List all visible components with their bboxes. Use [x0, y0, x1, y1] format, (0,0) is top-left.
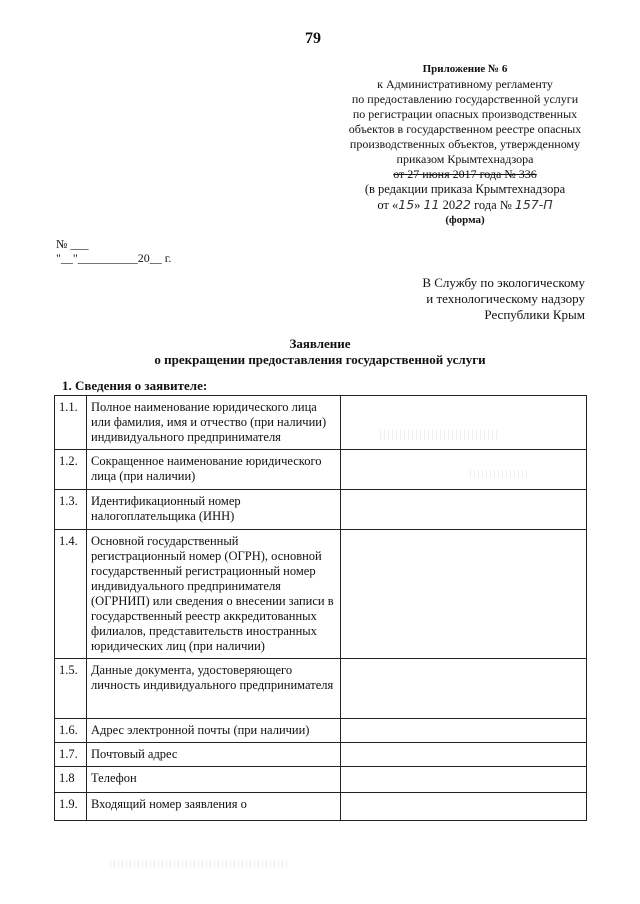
number-line: № ___ [56, 237, 89, 251]
row-number: 1.1. [55, 396, 87, 450]
page-number: 79 [305, 30, 321, 47]
edition-year: 22 [455, 197, 471, 212]
row-label: Данные документа, удостоверяющего личность индивидуального предпринимателя [87, 659, 341, 719]
forma-label: (форма) [445, 214, 485, 226]
applicant-info-table [54, 395, 587, 821]
row-value-cell[interactable] [341, 450, 587, 490]
appendix-struck-line: от 27 июня 2017 года № 336 [393, 167, 537, 181]
table-row [55, 793, 587, 821]
edition-year-prefix: 20 [442, 198, 456, 212]
row-number: 1.4. [55, 530, 87, 659]
row-label: Сокращенное наименование юридического лица (при наличии) [87, 450, 341, 490]
document-title [0, 336, 640, 368]
row-number: 1.2. [55, 450, 87, 490]
row-label: Почтовый адрес [87, 743, 341, 767]
scan-noise [110, 860, 290, 868]
row-label: Основной государственный регистрационный номер (ОГРН), основной государственный регистрационный номер индивидуального предпринимателя (ОГРНИП) или сведения о внесении записи в государственный реестр аккредитованных филиалов, представительств иностранных юридических лиц (при наличии) [87, 530, 341, 659]
row-value-cell[interactable] [341, 396, 587, 450]
row-number: 1.7. [55, 743, 87, 767]
recipient-line: В Службу по экологическому [422, 275, 585, 290]
row-label: Идентификационный номер налогоплательщика (ИНН) [87, 490, 341, 530]
row-value-cell[interactable] [341, 743, 587, 767]
row-label: Полное наименование юридического лица или фамилия, имя и отчество (при наличии) индивидуального предпринимателя [87, 396, 341, 450]
appendix-line: производственных объектов, утвержденному [349, 137, 581, 151]
appendix-line: объектов в государственном реестре опасных [348, 122, 582, 136]
section-title: 1. Сведения о заявителе: [62, 378, 208, 393]
row-number: 1.3. [55, 490, 87, 530]
edition-ot: от « [377, 198, 399, 212]
row-value-cell[interactable] [341, 719, 587, 743]
edition-day: 15 [398, 197, 415, 212]
row-value-cell[interactable] [341, 530, 587, 659]
table-row [55, 396, 587, 450]
table-row [55, 743, 587, 767]
appendix-line: по регистрации опасных производственных [352, 107, 578, 121]
table-row [55, 767, 587, 793]
row-number: 1.9. [55, 793, 87, 821]
recipient-line: Республики Крым [484, 307, 585, 322]
row-number: 1.8 [55, 767, 87, 793]
recipient-line: и технологическому надзору [426, 291, 585, 306]
appendix-line: по предоставлению государственной услуги [351, 92, 579, 106]
table-row [55, 719, 587, 743]
row-value-cell[interactable] [341, 659, 587, 719]
edition-line: (в редакции приказа Крымтехнадзора [364, 182, 566, 196]
appendix-line: к Административному регламенту [377, 77, 553, 91]
row-value-cell[interactable] [341, 490, 587, 530]
table-row [55, 490, 587, 530]
edition-date-line [320, 197, 610, 213]
row-value-cell[interactable] [341, 767, 587, 793]
number-date-block [56, 237, 171, 265]
appendix-line: приказом Крымтехнадзора [396, 152, 534, 166]
row-label: Входящий номер заявления о [87, 793, 341, 821]
table-row [55, 530, 587, 659]
appendix-title: Приложение № 6 [422, 63, 508, 75]
document-title-line1: Заявление [289, 336, 351, 351]
row-number: 1.6. [55, 719, 87, 743]
document-title-line2: о прекращении предоставления государственной услуги [154, 352, 486, 367]
table-row [55, 659, 587, 719]
edition-quote-close: » [414, 198, 421, 212]
date-line: "__"__________20__ г. [56, 251, 172, 265]
recipient-block [360, 275, 585, 323]
edition-goda: года № [474, 198, 512, 212]
edition-number: 157-П [514, 197, 553, 212]
row-label: Телефон [87, 767, 341, 793]
edition-month: 11 [423, 197, 440, 212]
appendix-block [320, 62, 610, 228]
row-number: 1.5. [55, 659, 87, 719]
scan-noise [380, 430, 500, 440]
row-label: Адрес электронной почты (при наличии) [87, 719, 341, 743]
scan-noise [470, 470, 530, 478]
row-value-cell[interactable] [341, 793, 587, 821]
